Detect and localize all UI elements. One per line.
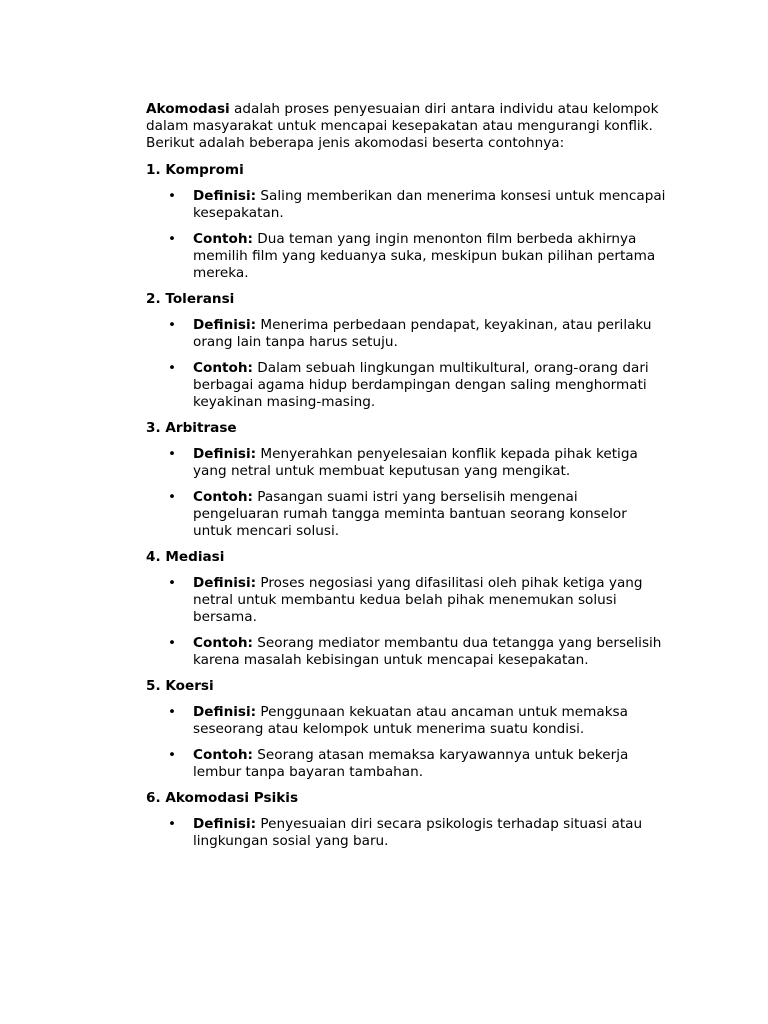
definition-text: Menerima perbedaan pendapat, keyakinan, atau perilaku orang lain tanpa harus setuju.	[193, 317, 652, 350]
list-item-definition	[146, 575, 666, 626]
bullet-icon: •	[168, 188, 177, 204]
intro-paragraph	[146, 101, 666, 152]
section-list	[146, 446, 666, 540]
section-heading: 2. Toleransi	[146, 291, 235, 307]
definition-text: Menyerahkan penyelesaian konflik kepada pihak ketiga yang netral untuk membuat keputusan yang mengikat.	[193, 446, 638, 479]
example-text: Seorang mediator membantu dua tetangga yang berselisih karena masalah kebisingan untuk mencapai kesepakatan.	[193, 635, 662, 668]
document-page	[146, 101, 666, 859]
example-label: Contoh:	[193, 635, 253, 651]
section-list	[146, 317, 666, 411]
definition-label: Definisi:	[193, 317, 257, 333]
section-koersi	[146, 678, 666, 781]
example-label: Contoh:	[193, 360, 253, 376]
section-list	[146, 575, 666, 669]
list-item-definition	[146, 317, 666, 351]
definition-label: Definisi:	[193, 446, 257, 462]
intro-term: Akomodasi	[146, 101, 230, 117]
list-item-example	[146, 635, 666, 669]
section-list	[146, 816, 666, 850]
definition-text: Proses negosiasi yang difasilitasi oleh pihak ketiga yang netral untuk membantu kedua belah pihak menemukan solusi bersama.	[193, 575, 643, 625]
section-akomodasi-psikis	[146, 790, 666, 850]
example-label: Contoh:	[193, 231, 253, 247]
example-text: Dua teman yang ingin menonton film berbeda akhirnya memilih film yang keduanya suka, meskipun bukan pilihan pertama mereka.	[193, 231, 656, 281]
list-item-example	[146, 231, 666, 282]
bullet-icon: •	[168, 575, 177, 591]
list-item-definition	[146, 816, 666, 850]
section-mediasi	[146, 549, 666, 669]
section-heading: 4. Mediasi	[146, 549, 225, 565]
bullet-icon: •	[168, 446, 177, 462]
example-label: Contoh:	[193, 489, 253, 505]
section-list	[146, 188, 666, 282]
definition-label: Definisi:	[193, 575, 257, 591]
definition-label: Definisi:	[193, 816, 257, 832]
example-label: Contoh:	[193, 747, 253, 763]
definition-label: Definisi:	[193, 188, 257, 204]
bullet-icon: •	[168, 747, 177, 763]
example-text: Pasangan suami istri yang berselisih mengenai pengeluaran rumah tangga meminta bantuan seorang konselor untuk mencari solusi.	[193, 489, 627, 539]
bullet-icon: •	[168, 704, 177, 720]
definition-text: Penyesuaian diri secara psikologis terhadap situasi atau lingkungan sosial yang baru.	[193, 816, 643, 849]
section-heading: 1. Kompromi	[146, 162, 244, 178]
section-heading: 5. Koersi	[146, 678, 214, 694]
definition-text: Penggunaan kekuatan atau ancaman untuk memaksa seseorang atau kelompok untuk menerima suatu kondisi.	[193, 704, 628, 737]
section-kompromi	[146, 162, 666, 282]
list-item-definition	[146, 446, 666, 480]
example-text: Seorang atasan memaksa karyawannya untuk bekerja lembur tanpa bayaran tambahan.	[193, 747, 629, 780]
list-item-example	[146, 747, 666, 781]
bullet-icon: •	[168, 635, 177, 651]
bullet-icon: •	[168, 317, 177, 333]
section-list	[146, 704, 666, 781]
bullet-icon: •	[168, 489, 177, 505]
section-heading: 6. Akomodasi Psikis	[146, 790, 299, 806]
section-toleransi	[146, 291, 666, 411]
list-item-example	[146, 360, 666, 411]
list-item-example	[146, 489, 666, 540]
list-item-definition	[146, 188, 666, 222]
bullet-icon: •	[168, 360, 177, 376]
section-heading: 3. Arbitrase	[146, 420, 237, 436]
definition-label: Definisi:	[193, 704, 257, 720]
list-item-definition	[146, 704, 666, 738]
bullet-icon: •	[168, 231, 177, 247]
definition-text: Saling memberikan dan menerima konsesi untuk mencapai kesepakatan.	[193, 188, 666, 221]
intro-text: adalah proses penyesuaian diri antara individu atau kelompok dalam masyarakat untuk mencapai kesepakatan atau mengurangi konflik. Berikut adalah beberapa jenis akomodasi beserta contohnya:	[146, 101, 659, 151]
example-text: Dalam sebuah lingkungan multikultural, orang-orang dari berbagai agama hidup berdampingan dengan saling menghormati keyakinan masing-masing.	[193, 360, 649, 410]
bullet-icon: •	[168, 816, 177, 832]
section-arbitrase	[146, 420, 666, 540]
